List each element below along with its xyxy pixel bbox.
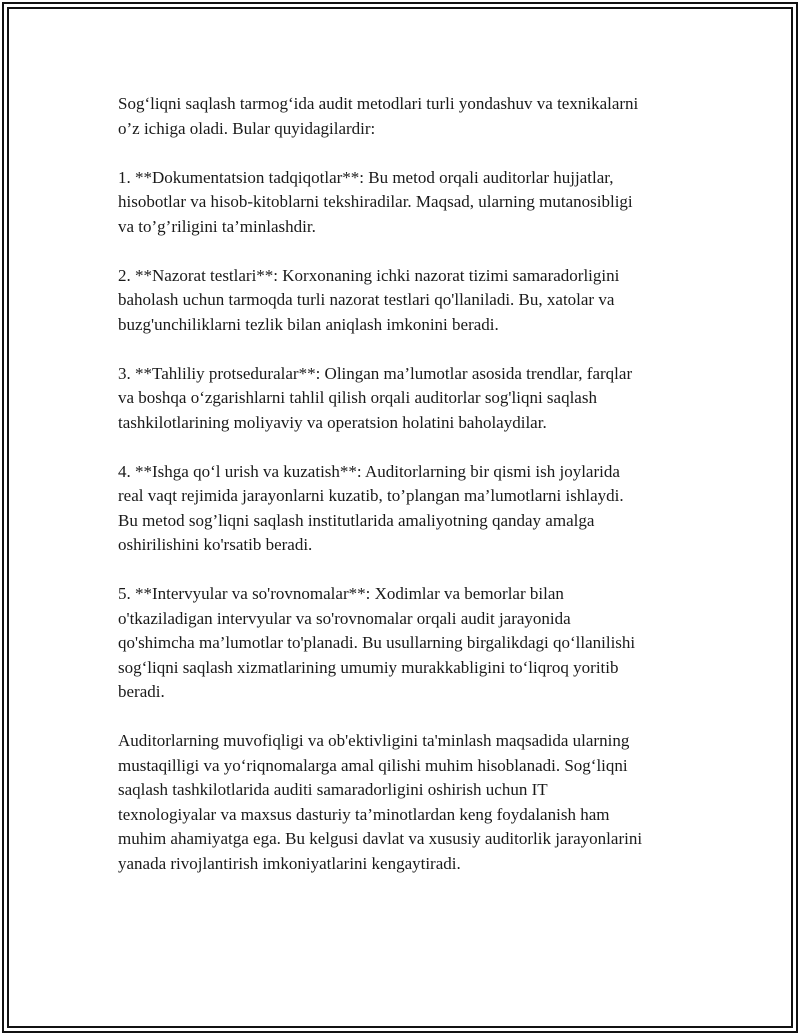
text-line: qo'shimcha ma’lumotlar to'planadi. Bu usullarning birgalikdagi qo‘llanilishi bbox=[118, 633, 636, 652]
paragraph-item-2 bbox=[118, 264, 708, 338]
text-line: oshirilishini ko'rsatib beradi. bbox=[118, 535, 313, 554]
text-line: o’z ichiga oladi. Bular quyidagilardir: bbox=[118, 118, 376, 138]
paragraph-item-5 bbox=[118, 582, 708, 705]
paragraph-conclusion bbox=[118, 729, 708, 876]
text-line: saqlash tashkilotlarida auditi samaradorligini oshirish uchun IT bbox=[118, 780, 548, 799]
text-line: Auditorlarning muvofiqligi va ob'ektivligini ta'minlash maqsadida ularning bbox=[118, 731, 630, 750]
text-line: yanada rivojlantirish imkoniyatlarini kengaytiradi. bbox=[118, 853, 461, 873]
text-line: va boshqa o‘zgarishlarni tahlil qilish orqali auditorlar sog'liqni saqlash bbox=[118, 388, 597, 407]
paragraph-intro bbox=[118, 92, 708, 141]
text-line: 5. **Intervyular va so'rovnomalar**: Xodimlar va bemorlar bilan bbox=[118, 584, 564, 603]
text-line: texnologiyalar va maxsus dasturiy ta’minotlardan keng foydalanish ham bbox=[118, 804, 610, 824]
text-line: hisobotlar va hisob-kitoblarni tekshiradilar. Maqsad, ularning mutanosibligi bbox=[118, 192, 633, 211]
text-line: Bu metod sog’liqni saqlash institutlarida amaliyotning qanday amalga bbox=[118, 510, 595, 530]
text-line: tashkilotlarining moliyaviy va operatsion holatini baholaydilar. bbox=[118, 412, 547, 432]
paragraph-item-3 bbox=[118, 362, 708, 436]
text-line: mustaqilligi va yo‘riqnomalarga amal qilishi muhim hisoblanadi. Sog‘liqni bbox=[118, 755, 628, 775]
text-line: real vaqt rejimida jarayonlarni kuzatib, to’plangan ma’lumotlarni ishlaydi. bbox=[118, 486, 624, 505]
text-line: beradi. bbox=[118, 682, 165, 701]
text-line: 1. **Dokumentatsion tadqiqotlar**: Bu metod orqali auditorlar hujjatlar, bbox=[118, 167, 614, 187]
text-line: Sog‘liqni saqlash tarmog‘ida audit metodlari turli yondashuv va texnikalarni bbox=[118, 94, 639, 113]
text-line: 2. **Nazorat testlari**: Korxonaning ichki nazorat tizimi samaradorligini bbox=[118, 265, 620, 285]
text-line: sog‘liqni saqlash xizmatlarining umumiy murakkabligini to‘liqroq yoritib bbox=[118, 657, 619, 677]
text-line: muhim ahamiyatga ega. Bu kelgusi davlat va xususiy auditorlik jarayonlarini bbox=[118, 829, 643, 848]
text-line: 4. **Ishga qo‘l urish va kuzatish**: Auditorlarning bir qismi ish joylarida bbox=[118, 461, 620, 481]
text-line: baholash uchun tarmoqda turli nazorat testlari qo'llaniladi. Bu, xatolar va bbox=[118, 290, 615, 309]
paragraph-item-1 bbox=[118, 166, 708, 240]
text-line: va to’g’riligini ta’minlashdir. bbox=[118, 216, 316, 236]
text-line: o'tkaziladigan intervyular va so'rovnomalar orqali audit jarayonida bbox=[118, 608, 571, 628]
document-body bbox=[118, 92, 708, 876]
text-line: 3. **Tahliliy protseduralar**: Olingan ma’lumotlar asosida trendlar, farqlar bbox=[118, 363, 633, 383]
paragraph-item-4 bbox=[118, 460, 708, 558]
text-line: buzg'unchiliklarni tezlik bilan aniqlash imkonini beradi. bbox=[118, 314, 499, 334]
